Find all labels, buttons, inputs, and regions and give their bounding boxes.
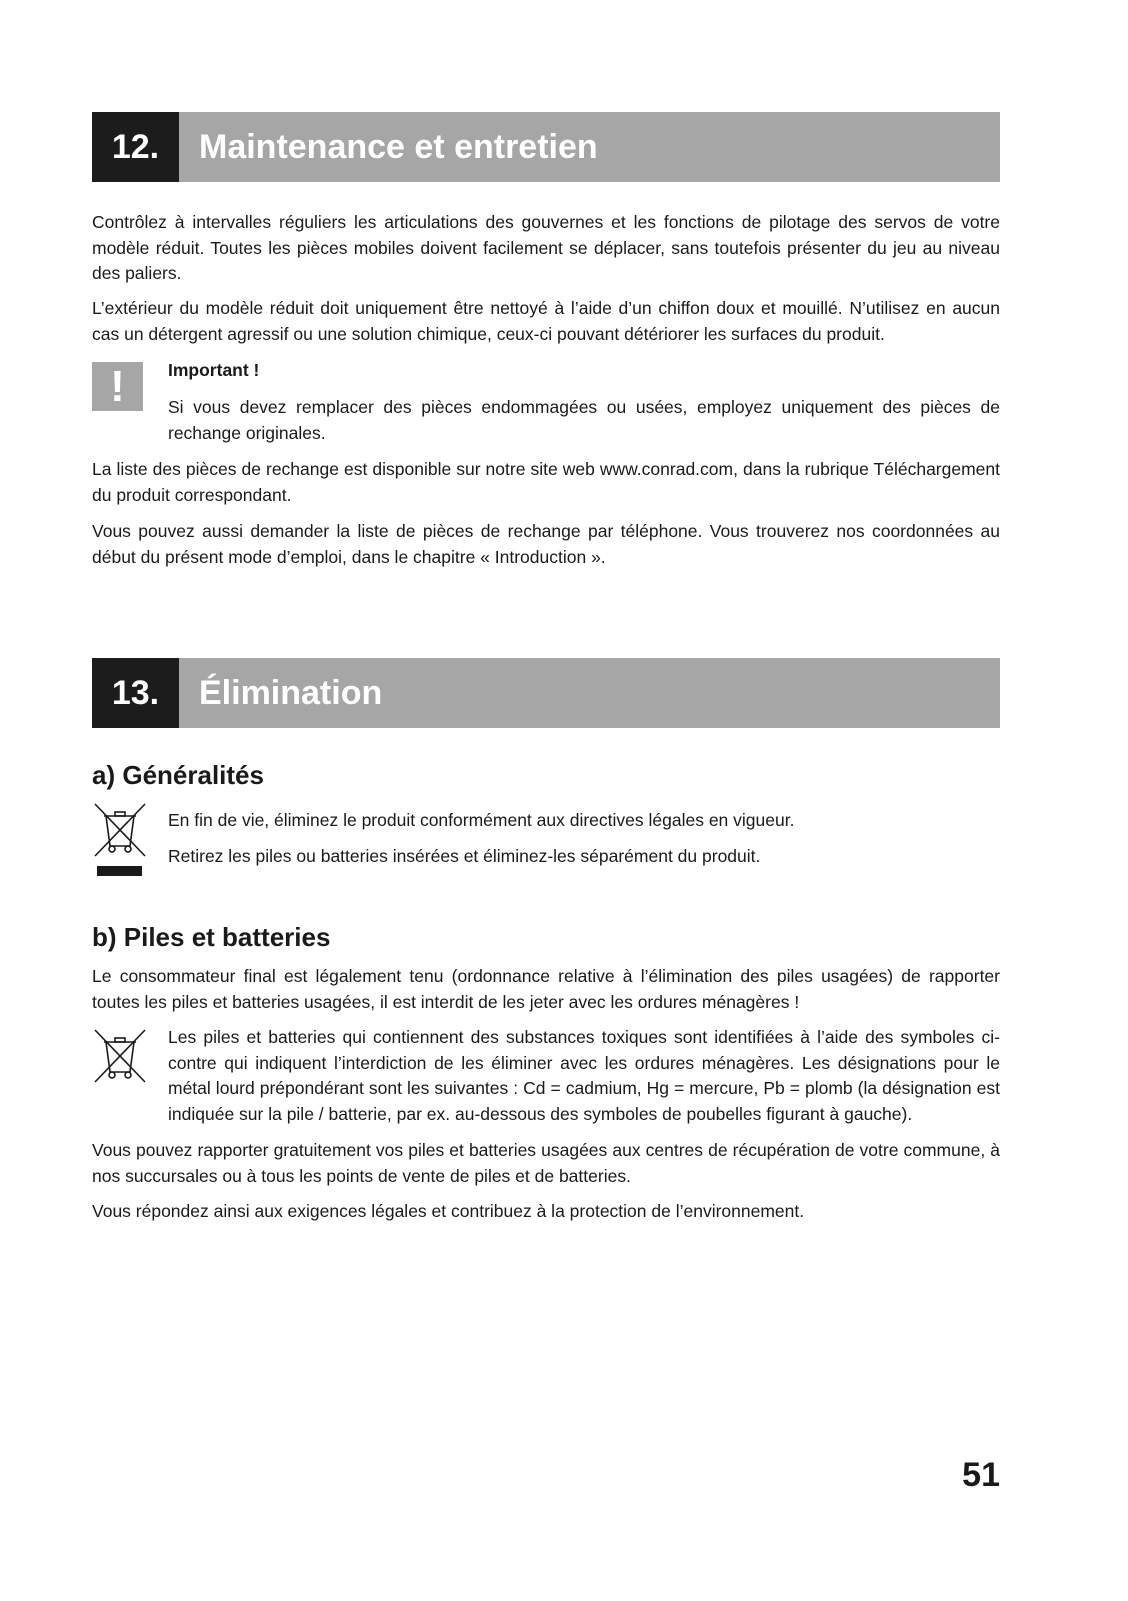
section-12-title: Maintenance et entretien <box>199 127 598 166</box>
generalites-line-2: Retirez les piles ou batteries insérées et éliminez-les séparément du produit. <box>168 846 761 866</box>
section-12-para-4: Vous pouvez aussi demander la liste de pièces de rechange par téléphone. Vous trouverez nos coordonnées au début du présent mode d’emploi, dans le chapitre « Introduction ». <box>92 521 1000 567</box>
subheading-piles-batteries: b) Piles et batteries <box>92 922 331 952</box>
crossed-bin-icon <box>92 802 148 878</box>
section-13-header <box>92 658 1000 728</box>
important-icon: ! <box>92 362 143 411</box>
subheading-generalites: a) Généralités <box>92 760 264 790</box>
section-12-para-2: L’extérieur du modèle réduit doit uniquement être nettoyé à l’aide d’un chiffon doux et mouillé. N’utilisez en aucun cas un détergent agressif ou une solution chimique, ceux-ci pouvant détériorer les surfaces du produit. <box>92 298 1000 344</box>
generalites-line-1: En fin de vie, éliminez le produit conformément aux directives légales en vigueur. <box>168 810 795 830</box>
section-13-number: 13. <box>92 658 179 728</box>
piles-para-3: Vous répondez ainsi aux exigences légales et contribuez à la protection de l’environnement. <box>92 1201 805 1221</box>
section-13-title: Élimination <box>199 673 383 712</box>
section-12-para-1: Contrôlez à intervalles réguliers les articulations des gouvernes et les fonctions de pilotage des servos de votre modèle réduit. Toutes les pièces mobiles doivent facilement se déplacer, sans toutefois présenter du jeu au niveau des paliers. <box>92 212 1000 283</box>
page-number: 51 <box>962 1456 1000 1494</box>
section-12-para-3: La liste des pièces de rechange est disponible sur notre site web www.conrad.com, dans la rubrique Téléchargement du produit correspondant. <box>92 459 1000 505</box>
important-text: Si vous devez remplacer des pièces endommagées ou usées, employez uniquement des pièces de rechange originales. <box>168 397 1000 443</box>
section-12-number: 12. <box>92 112 179 182</box>
piles-para-1: Le consommateur final est légalement tenu (ordonnance relative à l’élimination des piles usagées) de rapporter toutes les piles et batteries usagées, il est interdit de les jeter avec les ordures ménagères ! <box>92 966 1000 1012</box>
crossed-bin-icon <box>92 1028 148 1086</box>
section-12-header <box>92 112 1000 182</box>
piles-para-2: Vous pouvez rapporter gratuitement vos piles et batteries usagées aux centres de récupération de votre commune, à nos succursales ou à tous les points de vente de piles et de batteries. <box>92 1140 1000 1186</box>
piles-symbol-text: Les piles et batteries qui contiennent des substances toxiques sont identifiées à l’aide des symboles ci-contre qui indiquent l’interdiction de les éliminer avec les ordures ménagères. Les désignations pour le métal lourd prépondérant sont les suivantes : Cd = cadmium, Hg = mercure, Pb = plomb (la désignation est indiquée sur la pile / batterie, par ex. au-dessous des symboles de poubelles figurant à gauche). <box>168 1027 1000 1124</box>
important-label: Important ! <box>168 360 260 380</box>
